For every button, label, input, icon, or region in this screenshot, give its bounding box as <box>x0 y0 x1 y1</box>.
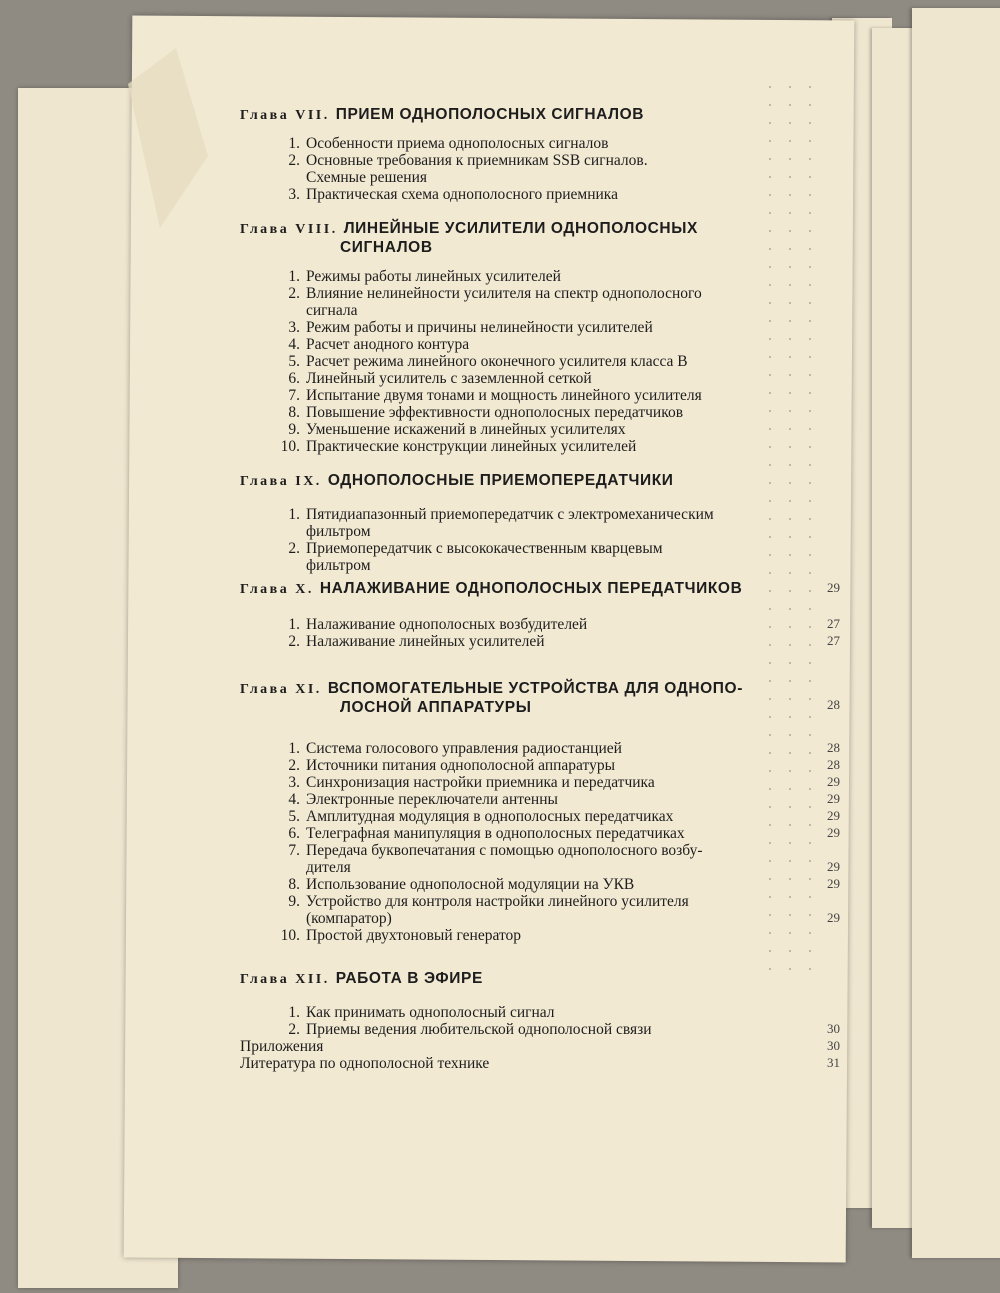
page-number: 29 <box>827 791 840 806</box>
chapter-label: Глава XII. <box>240 972 330 987</box>
list-item: 8. Использование однополосной модуляции на УКВ <box>288 876 635 893</box>
list-item: 8. Повышение эффективности однополосных передатчиков <box>288 404 684 421</box>
list-item: 3. Синхронизация настройки приемника и передатчика <box>288 774 655 791</box>
page-number: 29 <box>827 825 840 840</box>
page-number: 28 <box>827 757 840 772</box>
chapter-title: ВСПОМОГАТЕЛЬНЫЕ УСТРОЙСТВА ДЛЯ ОДНОПО- <box>327 680 743 697</box>
list-item: 2. Приемы ведения любительской однополосной связи <box>288 1021 652 1038</box>
list-item: 4. Расчет анодного контура <box>288 336 470 353</box>
literature-entry: Литература по однополосной технике <box>240 1055 490 1072</box>
chapter-heading <box>240 472 812 491</box>
page-number: 27 <box>827 633 840 648</box>
list-item: 2. Основные требования к приемникам SSB сигналов. Схемные решения <box>288 152 648 186</box>
list-item: 9. Уменьшение искажений в линейных усилителях <box>288 421 626 438</box>
list-item: 2. Источники питания однополосной аппаратуры <box>288 757 616 774</box>
chapter-title: ПРИЕМ ОДНОПОЛОСНЫХ СИГНАЛОВ <box>335 106 645 123</box>
list-item: 6. Телеграфная манипуляция в однополосных передатчиках <box>288 825 685 842</box>
list-item: 1. Налаживание однополосных возбудителей <box>288 616 588 633</box>
list-item: 7. Испытание двумя тонами и мощность линейного усилителя <box>288 387 702 404</box>
list-item: 2. Приемопередатчик с высококачественным кварцевым фильтром <box>288 540 663 574</box>
list-item: 1. Режимы работы линейных усилителей <box>288 268 561 285</box>
list-item: 7. Передача буквопечатания с помощью однополосного возбу- дителя <box>288 842 703 876</box>
page-number: 29 <box>827 580 840 595</box>
chapter-label: Глава VII. <box>240 108 330 123</box>
list-item: 9. Устройство для контроля настройки линейного усилителя (компаратор) <box>288 893 689 927</box>
list-item: 6. Линейный усилитель с заземленной сеткой <box>288 370 592 387</box>
list-item: 3. Практическая схема однополосного приемника <box>288 186 618 203</box>
page-number: 27 <box>827 616 840 631</box>
chapter-label: Глава IX. <box>240 474 322 489</box>
page-number: 29 <box>827 808 840 823</box>
chapter-title: ЛИНЕЙНЫЕ УСИЛИТЕЛИ ОДНОПОЛОСНЫХ <box>343 220 698 237</box>
chapter-heading <box>240 680 812 717</box>
appendix-entry: Приложения <box>240 1038 324 1055</box>
list-item: 5. Амплитудная модуляция в однополосных передатчиках <box>288 808 674 825</box>
page-number: 29 <box>827 859 840 874</box>
page-number: 30 <box>827 1021 840 1036</box>
page-number: 31 <box>827 1055 840 1070</box>
page-number: 29 <box>827 910 840 925</box>
chapter-heading <box>240 970 812 989</box>
chapter-label: Глава X. <box>240 582 314 597</box>
chapter-title-cont: СИГНАЛОВ <box>340 239 433 256</box>
list-item: 3. Режим работы и причины нелинейности усилителей <box>288 319 653 336</box>
chapter-title: РАБОТА В ЭФИРЕ <box>335 970 483 987</box>
list-item: 10. Практические конструкции линейных усилителей <box>280 438 637 455</box>
chapter-title: ОДНОПОЛОСНЫЕ ПРИЕМОПЕРЕДАТЧИКИ <box>327 472 674 489</box>
chapter-heading <box>240 580 812 599</box>
page-edge <box>912 8 1000 1258</box>
list-item: 1. Как принимать однополосный сигнал <box>288 1004 555 1021</box>
page-number: 28 <box>827 740 840 755</box>
page-number: 29 <box>827 774 840 789</box>
chapter-title-cont: ЛОСНОЙ АППАРАТУРЫ <box>340 699 532 716</box>
list-item: 5. Расчет режима линейного оконечного усилителя класса В <box>288 353 688 370</box>
list-item: 2. Налаживание линейных усилителей <box>288 633 545 650</box>
list-item: 1. Пятидиапазонный приемопередатчик с электромеханическим фильтром <box>288 506 714 540</box>
chapter-label: Глава XI. <box>240 682 322 697</box>
list-item: 10. Простой двухтоновый генератор <box>280 927 522 944</box>
chapter-label: Глава VIII. <box>240 222 338 237</box>
page-number: 30 <box>827 1038 840 1053</box>
chapter-heading <box>240 220 812 257</box>
page-number: 28 <box>827 697 840 712</box>
list-item: 2. Влияние нелинейности усилителя на спектр однополосного сигнала <box>288 285 702 319</box>
page-number: 29 <box>827 876 840 891</box>
list-item: 1. Система голосового управления радиостанцией <box>288 740 622 757</box>
list-item: 1. Особенности приема однополосных сигналов <box>288 135 609 152</box>
chapter-heading <box>240 106 812 125</box>
list-item: 4. Электронные переключатели антенны <box>288 791 558 808</box>
chapter-title: НАЛАЖИВАНИЕ ОДНОПОЛОСНЫХ ПЕРЕДАТЧИКОВ <box>319 580 743 597</box>
